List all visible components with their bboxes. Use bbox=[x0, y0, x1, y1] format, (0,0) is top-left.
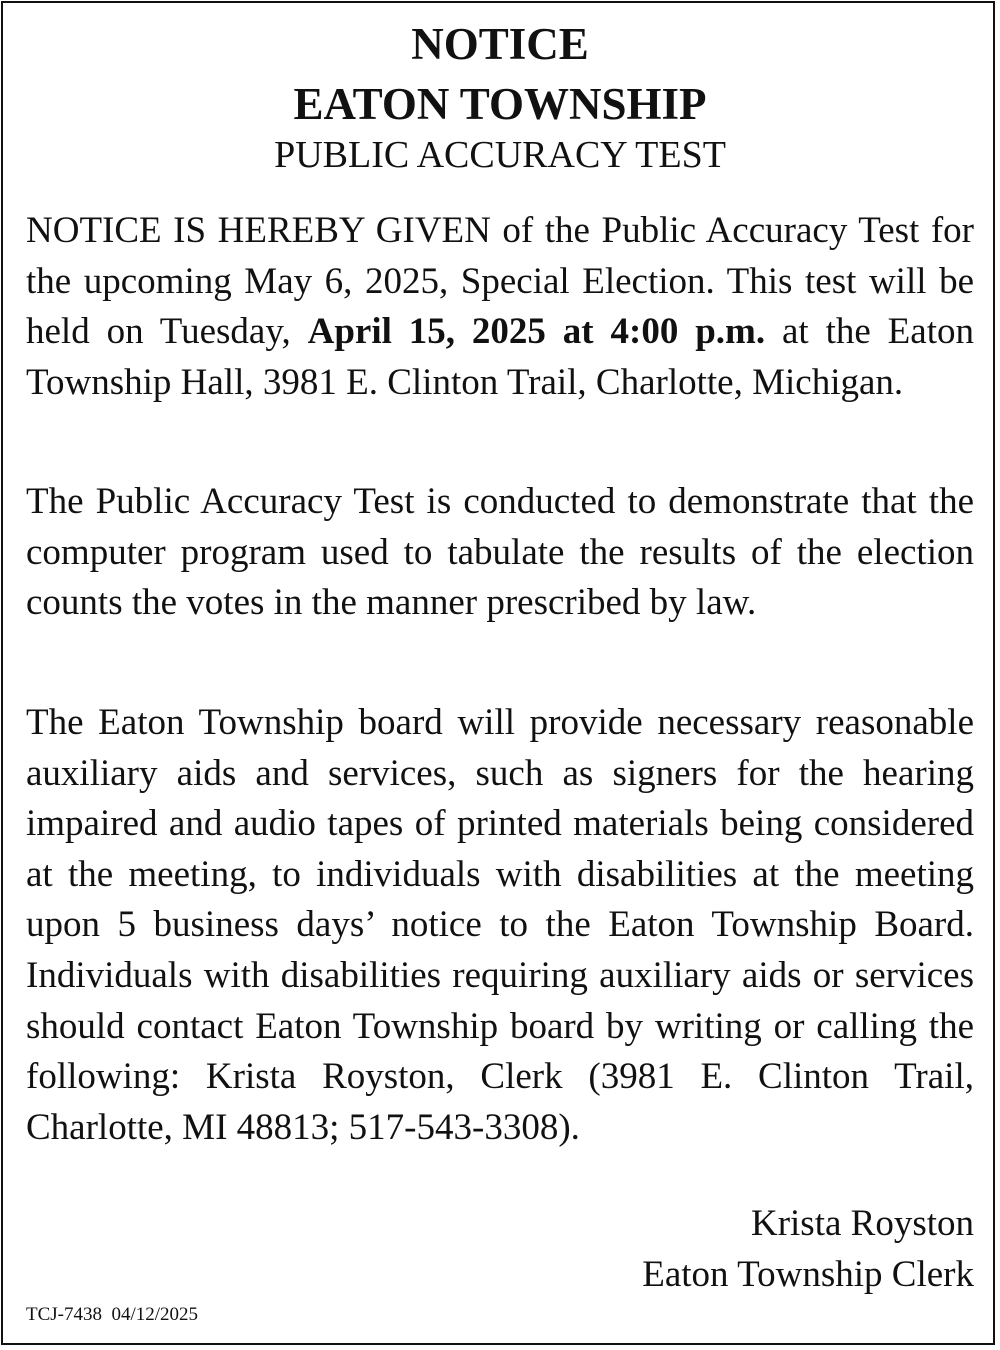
notice-paragraph-1 bbox=[26, 206, 974, 408]
notice-paragraph-2: The Public Accuracy Test is conducted to demonstrate that the computer program used to tabulate the results of the election counts the votes in the manner prescribed by law. bbox=[26, 481, 974, 624]
paragraph-1-location: at the Eaton Township Hall, 3981 E. Clinton Trail, Charlotte, Michigan. bbox=[26, 311, 974, 403]
notice-heading: NOTICE bbox=[411, 19, 589, 69]
notice-paragraph-3: The Eaton Township board will provide necessary reasonable auxiliary aids and services, such as signers for the hearing impaired and audio tapes of printed materials being considered at the meeting, to individuals with disabilities at the meeting upon 5 business days’ notice to the Eaton Township Board. Individuals with disabilities requiring auxiliary aids or services should contact Eaton Township board by writing or calling the following: Krista Royston, Clerk (3981 E. Clinton Trail, Charlotte, MI 48813; 517-543-3308). bbox=[26, 702, 974, 1148]
paragraph-1-intro: NOTICE IS HEREBY GIVEN of the Public Accuracy Test for the upcoming May 6, 2025, Special Election. This test will be held on Tuesday, bbox=[26, 210, 974, 353]
township-heading: EATON TOWNSHIP bbox=[293, 79, 707, 129]
publication-reference: TCJ-7438 04/12/2025 bbox=[26, 1304, 199, 1325]
notice-subtitle: PUBLIC ACCURACY TEST bbox=[274, 134, 726, 176]
signature-name: Krista Royston bbox=[750, 1203, 974, 1244]
signature-title: Eaton Township Clerk bbox=[642, 1254, 974, 1295]
test-date-time: April 15, 2025 at 4:00 p.m. bbox=[307, 311, 766, 353]
